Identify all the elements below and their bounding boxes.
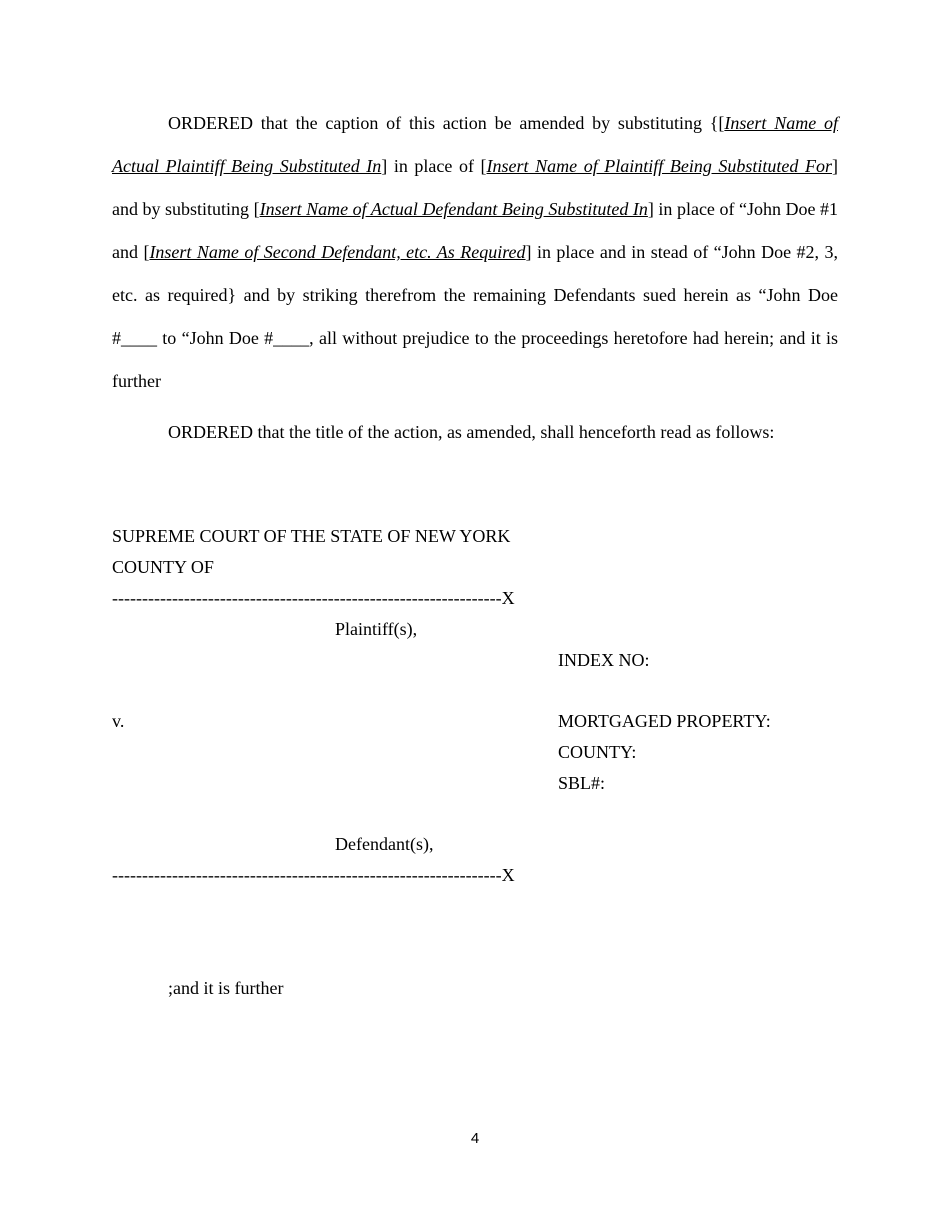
page-number: 4 <box>470 1130 480 1147</box>
defendant-label: Defendant(s), <box>335 834 434 854</box>
placeholder-plaintiff-substituted-in: Insert Name of Actual Plaintiff Being Substituted In <box>112 113 838 176</box>
versus-label: v. <box>112 711 125 731</box>
sbl-label: SBL#: <box>558 773 606 793</box>
mortgaged-property-label: MORTGAGED PROPERTY: <box>558 711 771 731</box>
order-paragraph-title: ORDERED that the title of the action, as amended, shall henceforth read as follows: <box>168 422 775 442</box>
caption-separator-top: -----------------------------------------------------------------X <box>112 588 515 608</box>
order-text-2: ] in place of [ <box>381 156 487 176</box>
order-text-lead: ORDERED that the caption of this action be amended by substituting {[ <box>168 113 725 133</box>
order-paragraph-caption-amendment <box>112 102 838 403</box>
caption-separator-bottom: -----------------------------------------------------------------X <box>112 865 515 885</box>
order-text-5: ] in place and in stead of “John Doe #2, 3, etc. as required} and by striking therefrom the remaining Defendants sued herein as “John Doe #____ to “John Doe #____, all without prejudice to the proceedings heretofore had herein; and it is further <box>112 242 838 391</box>
closing-text: ;and it is further <box>168 978 284 998</box>
placeholder-plaintiff-substituted-for: Insert Name of Plaintiff Being Substituted For <box>486 156 832 176</box>
county-label: COUNTY: <box>558 742 637 762</box>
placeholder-second-defendant: Insert Name of Second Defendant, etc. As Required <box>149 242 526 262</box>
index-number-label: INDEX NO: <box>558 650 650 670</box>
order-text-3: ] and by substituting [ <box>112 156 838 219</box>
court-name: SUPREME COURT OF THE STATE OF NEW YORK <box>112 526 511 546</box>
plaintiff-label: Plaintiff(s), <box>335 619 418 639</box>
placeholder-defendant-substituted-in: Insert Name of Actual Defendant Being Substituted In <box>259 199 648 219</box>
order-text-4: ] in place of “John Doe #1 and [ <box>112 199 839 262</box>
county-line: COUNTY OF <box>112 557 214 577</box>
